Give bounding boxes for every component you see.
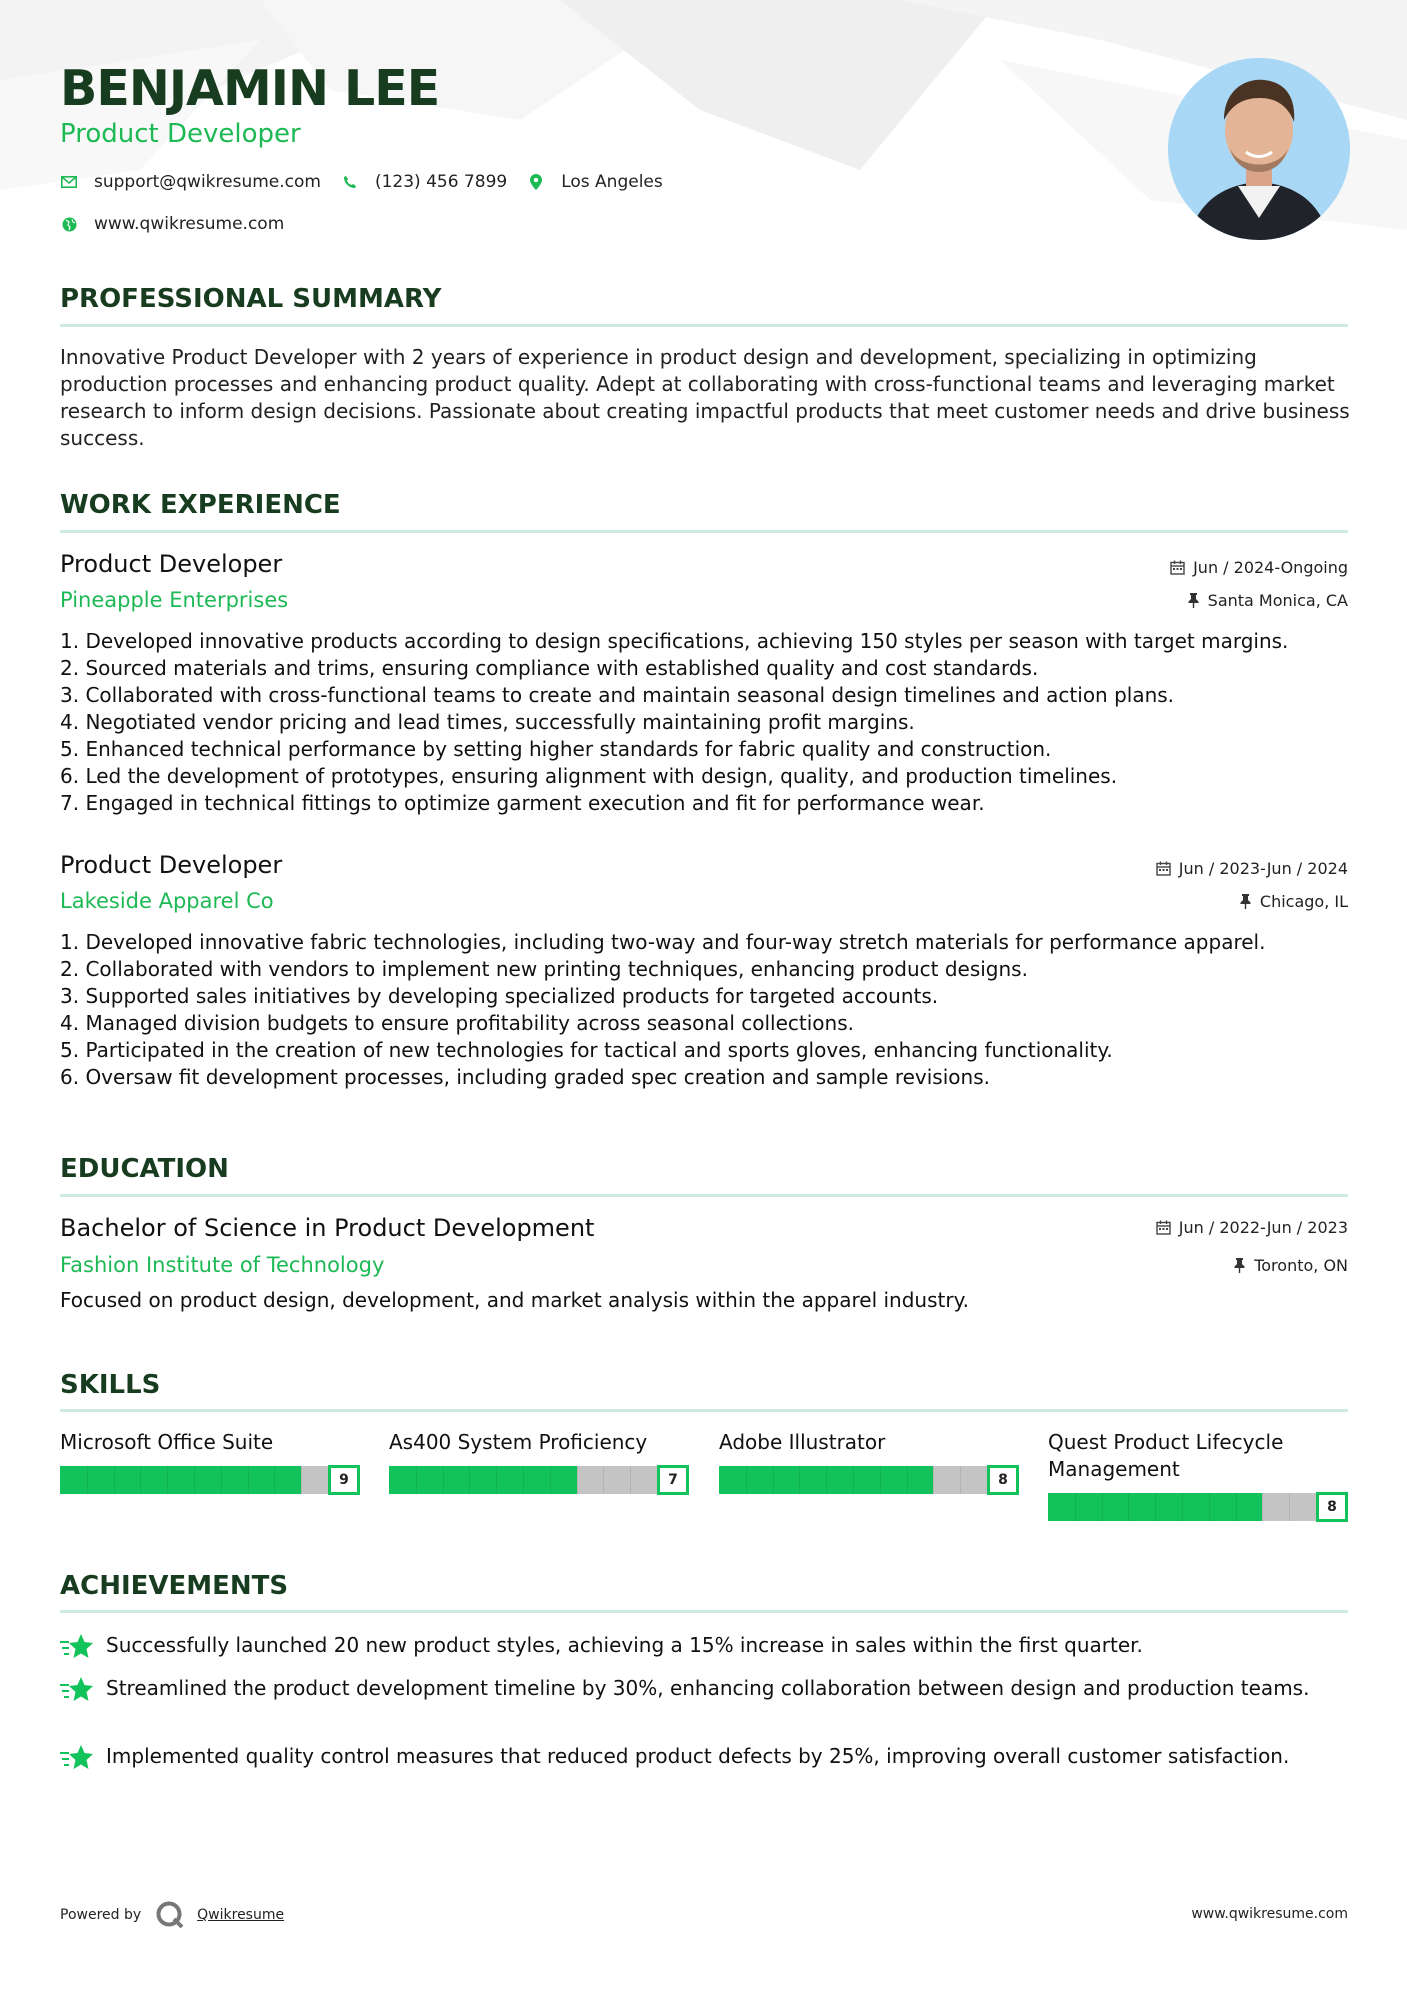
list-item: 4. Managed division budgets to ensure profitability across seasonal collections. [60, 1011, 854, 1035]
job-dates-text: Jun / 2024-Ongoing [1193, 558, 1348, 577]
list-item: 6. Led the development of prototypes, ensuring alignment with design, quality, and production timelines. [60, 764, 1118, 788]
school-name: Fashion Institute of Technology [60, 1253, 385, 1277]
section-divider [60, 324, 1348, 327]
education-dates-text: Jun / 2022-Jun / 2023 [1178, 1218, 1348, 1237]
skill-bar-segment [1075, 1493, 1076, 1521]
section-divider [60, 530, 1348, 533]
section-title-achievements: ACHIEVEMENTS [60, 1571, 289, 1601]
section-title-skills: SKILLS [60, 1370, 161, 1400]
pushpin-icon [1239, 894, 1252, 909]
email-icon [60, 173, 78, 191]
skill-bar-fill [389, 1466, 577, 1494]
skill-item [389, 1429, 689, 1495]
skill-bar-segment [194, 1466, 195, 1494]
achievement-text: Implemented quality control measures that reduced product defects by 25%, improving overall customer satisfaction. [106, 1744, 1290, 1768]
skill-name: Adobe Illustrator [719, 1430, 886, 1454]
phone-number: (123) 456 7899 [374, 172, 508, 192]
skill-bar [719, 1465, 1019, 1495]
skill-bar-segment [746, 1466, 747, 1494]
list-item: 5. Participated in the creation of new technologies for tactical and sports gloves, enhancing functionality. [60, 1038, 1113, 1062]
section-divider [60, 1409, 1348, 1412]
contact-row-secondary [60, 214, 304, 234]
calendar-icon [1156, 861, 1171, 876]
job-duties-list [60, 929, 1350, 1091]
skill-bar-segment [496, 1466, 497, 1494]
pushpin-icon [1233, 1258, 1246, 1273]
skill-bar-segment [1128, 1493, 1129, 1521]
skill-bar-segment [1102, 1493, 1103, 1521]
achievement-text: Successfully launched 20 new product styles, achieving a 15% increase in sales within the first quarter. [106, 1633, 1143, 1657]
job-location-text: Chicago, IL [1259, 892, 1348, 911]
location-text: Los Angeles [561, 172, 663, 192]
education-dates [1156, 1218, 1348, 1237]
list-item: 3. Collaborated with cross-functional teams to create and maintain seasonal design timelines and action plans. [60, 683, 1175, 707]
skill-bar-segment [1289, 1493, 1290, 1521]
list-item: 2. Collaborated with vendors to implement new printing techniques, enhancing product designs. [60, 957, 1028, 981]
skill-bar-track [60, 1466, 328, 1494]
job-location [1239, 892, 1348, 911]
skill-bar-segment [577, 1466, 578, 1494]
skill-bar-segment [550, 1466, 551, 1494]
skill-bar-segment [907, 1466, 908, 1494]
footer-powered-by [60, 1900, 284, 1930]
pushpin-icon [1187, 593, 1200, 608]
section-divider [60, 1194, 1348, 1197]
job-location [1187, 591, 1348, 610]
skill-item [60, 1429, 360, 1495]
section-title-summary: PROFESSIONAL SUMMARY [60, 284, 442, 314]
skill-bar-segment [140, 1466, 141, 1494]
qwikresume-link[interactable]: Qwikresume [197, 1907, 285, 1923]
candidate-role: Product Developer [60, 119, 301, 149]
phone-icon [341, 173, 359, 191]
section-title-education: EDUCATION [60, 1154, 229, 1184]
education-description: Focused on product design, development, and market analysis within the apparel industry. [60, 1288, 969, 1312]
skill-bar-segment [523, 1466, 524, 1494]
summary-text: Innovative Product Developer with 2 years of experience in product design and development, specializing in optimizing production processes and enhancing product quality. Adept at collaborating with cross-functional teams and leveraging market research to inform design decisions. Passionate about creating impactful products that meet customer needs and drive business success. [60, 345, 1350, 450]
star-icon [60, 1632, 94, 1662]
skill-bar-segment [853, 1466, 854, 1494]
job-location-text: Santa Monica, CA [1207, 591, 1348, 610]
skill-bar-segment [880, 1466, 881, 1494]
achievement-item [60, 1675, 1350, 1705]
section-title-experience: WORK EXPERIENCE [60, 490, 341, 520]
skill-name: Quest Product Lifecycle Management [1048, 1430, 1284, 1481]
achievement-text: Streamlined the product development timeline by 30%, enhancing collaboration between design and production teams. [106, 1676, 1310, 1700]
degree-title: Bachelor of Science in Product Development [60, 1214, 595, 1242]
skill-bar-segment [1236, 1493, 1237, 1521]
skill-bar-segment [274, 1466, 275, 1494]
list-item: 7. Engaged in technical fittings to optimize garment execution and fit for performance wear. [60, 791, 985, 815]
job-title: Product Developer [60, 851, 283, 879]
skill-item [1048, 1429, 1348, 1522]
list-item: 5. Enhanced technical performance by setting higher standards for fabric quality and construction. [60, 737, 1052, 761]
company-name: Pineapple Enterprises [60, 588, 289, 612]
skill-bar-segment [221, 1466, 222, 1494]
job-dates [1170, 558, 1348, 577]
skill-bar-segment [799, 1466, 800, 1494]
skill-bar-segment [1209, 1493, 1210, 1521]
skill-bar-segment [114, 1466, 115, 1494]
calendar-icon [1156, 1220, 1171, 1235]
skill-bar-segment [301, 1466, 302, 1494]
job-title: Product Developer [60, 550, 283, 578]
skill-bar [60, 1465, 360, 1495]
education-location-text: Toronto, ON [1254, 1256, 1348, 1275]
list-item: 1. Developed innovative fabric technologies, including two-way and four-way stretch materials for performance apparel. [60, 930, 1266, 954]
powered-by-label: Powered by [60, 1907, 142, 1923]
job-dates-text: Jun / 2023-Jun / 2024 [1178, 859, 1348, 878]
profile-photo [1168, 58, 1350, 240]
skill-score: 8 [1316, 1492, 1348, 1522]
education-location [1233, 1256, 1348, 1275]
skill-bar-segment [1182, 1493, 1183, 1521]
skill-bar-segment [416, 1466, 417, 1494]
skill-bar [1048, 1492, 1348, 1522]
calendar-icon [1170, 560, 1185, 575]
job-dates [1156, 859, 1348, 878]
skill-bar-segment [773, 1466, 774, 1494]
website-link[interactable]: www.qwikresume.com [94, 214, 285, 234]
globe-icon [60, 215, 78, 233]
company-name: Lakeside Apparel Co [60, 889, 274, 913]
skill-bar-segment [443, 1466, 444, 1494]
skill-score: 7 [657, 1465, 689, 1495]
skill-name: Microsoft Office Suite [60, 1430, 274, 1454]
skill-item [719, 1429, 1019, 1495]
qwikresume-logo-icon [155, 1900, 185, 1930]
skill-bar-segment [933, 1466, 934, 1494]
skill-bar-segment [960, 1466, 961, 1494]
skill-bar-track [719, 1466, 987, 1494]
skill-bar-segment [630, 1466, 631, 1494]
skill-bar-track [1048, 1493, 1316, 1521]
skill-bar-track [389, 1466, 657, 1494]
job-duties-list [60, 628, 1350, 817]
list-item: 2. Sourced materials and trims, ensuring compliance with established quality and cost standards. [60, 656, 1039, 680]
skill-score: 9 [328, 1465, 360, 1495]
list-item: 6. Oversaw fit development processes, including graded spec creation and sample revisions. [60, 1065, 990, 1089]
skill-bar-segment [826, 1466, 827, 1494]
skill-bar-segment [469, 1466, 470, 1494]
skill-bar-segment [1155, 1493, 1156, 1521]
achievement-item [60, 1632, 1350, 1662]
email-link[interactable]: support@qwikresume.com [94, 172, 321, 192]
skill-bar-fill [60, 1466, 301, 1494]
contact-row-primary [60, 172, 683, 192]
list-item: 3. Supported sales initiatives by developing specialized products for targeted accounts. [60, 984, 939, 1008]
skill-name: As400 System Proficiency [389, 1430, 648, 1454]
section-divider [60, 1610, 1348, 1613]
location-pin-icon [527, 173, 545, 191]
skill-bar-segment [603, 1466, 604, 1494]
star-icon [60, 1675, 94, 1705]
candidate-name: BENJAMIN LEE [60, 60, 440, 117]
skill-bar-segment [1262, 1493, 1263, 1521]
star-icon [60, 1743, 94, 1773]
skill-score: 8 [987, 1465, 1019, 1495]
skill-bar-segment [167, 1466, 168, 1494]
skill-bar-segment [87, 1466, 88, 1494]
list-item: 4. Negotiated vendor pricing and lead times, successfully maintaining profit margins. [60, 710, 915, 734]
skill-bar-segment [248, 1466, 249, 1494]
skill-bar [389, 1465, 689, 1495]
list-item: 1. Developed innovative products according to design specifications, achieving 150 styles per season with target margins. [60, 629, 1289, 653]
achievement-item [60, 1743, 1350, 1773]
footer-website-link[interactable]: www.qwikresume.com [1191, 1906, 1348, 1922]
